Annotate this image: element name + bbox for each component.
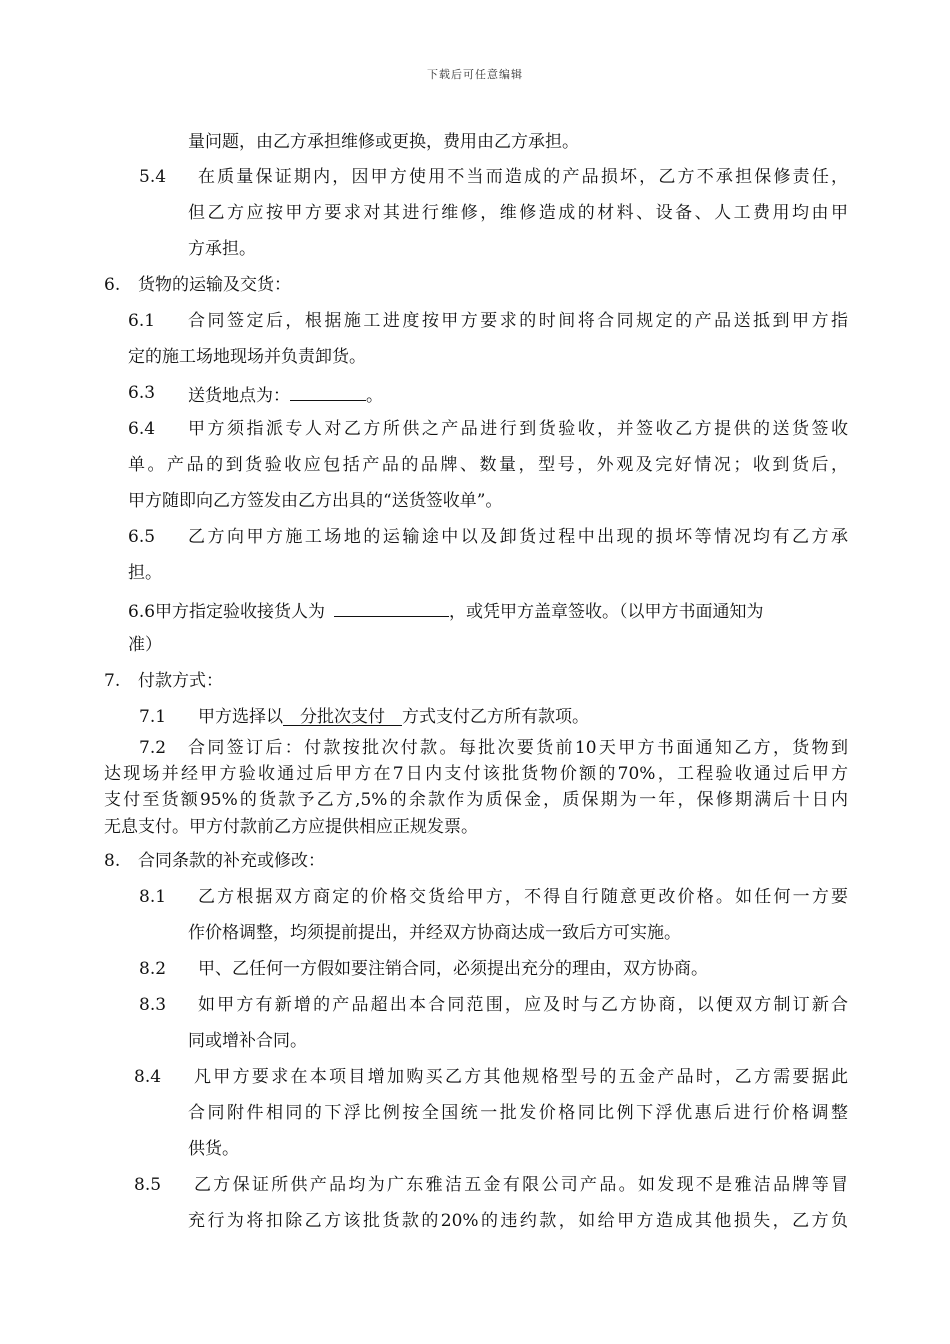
paragraph-line: 乙方保证所供产品均为广东雅洁五金有限公司产品。如发现不是雅洁品牌等冒 — [194, 1175, 848, 1195]
clause-line — [198, 707, 589, 727]
section-title: 货物的运输及交货： — [138, 275, 291, 295]
paragraph-line: 如甲方有新增的产品超出本合同范围，应及时与乙方协商，以便双方制订新合 — [198, 995, 848, 1015]
paragraph-line: 无息支付。甲方付款前乙方应提供相应正规发票。 — [104, 817, 478, 837]
section-title: 付款方式： — [138, 671, 223, 691]
paragraph-line: 甲、乙任何一方假如要注销合同，必须提出充分的理由，双方协商。 — [198, 959, 708, 979]
clause-line — [188, 383, 383, 406]
paragraph-line: 凡甲方要求在本项目增加购买乙方其他规格型号的五金产品时，乙方需要据此 — [194, 1067, 848, 1087]
paragraph-line: 支付至货额95%的货款予乙方,5%的余款作为质保金，质保期为一年，保修期满后十日内 — [104, 790, 848, 810]
clause-line — [128, 599, 764, 622]
paragraph-line: 合同签订后：付款按批次付款。每批次要货前10天甲方书面通知乙方，货物到 — [188, 738, 848, 758]
clause-number: 8.5 — [134, 1175, 162, 1195]
clause-number: 8.3 — [139, 995, 167, 1015]
paragraph-line: 在质量保证期内，因甲方使用不当而造成的产品损坏，乙方不承担保修责任， — [198, 167, 848, 187]
clause-number: 8.4 — [134, 1067, 162, 1087]
paragraph-line: 担。 — [128, 563, 162, 583]
paragraph-line: 供货。 — [188, 1139, 239, 1159]
paragraph-line: 量问题，由乙方承担维修或更换，费用由乙方承担。 — [188, 132, 579, 152]
clause-number: 6.3 — [128, 383, 156, 403]
paragraph-line: 作价格调整，均须提前提出，并经双方协商达成一致后方可实施。 — [188, 923, 681, 943]
clause-text: 。 — [366, 386, 383, 406]
clause-number: 7.1 — [139, 707, 167, 727]
clause-text: 送货地点为： — [188, 386, 290, 406]
clause-number: 5.4 — [139, 167, 167, 187]
clause-text: 甲方选择以 — [198, 707, 283, 727]
section-number: 7. — [104, 671, 121, 691]
paragraph-line: 合同签定后，根据施工进度按甲方要求的时间将合同规定的产品送抵到甲方指 — [188, 311, 848, 331]
clause-number: 6.1 — [128, 311, 156, 331]
receiver-name-blank[interactable] — [334, 599, 449, 617]
paragraph-line: 准） — [128, 635, 162, 655]
paragraph-line: 达现场并经甲方验收通过后甲方在7日内支付该批货物价额的70%，工程验收通过后甲方 — [104, 764, 848, 784]
paragraph-line: 充行为将扣除乙方该批货款的20%的违约款，如给甲方造成其他损失，乙方负 — [188, 1211, 848, 1231]
section-title: 合同条款的补充或修改： — [138, 851, 325, 871]
clause-number: 7.2 — [139, 738, 167, 758]
payment-method-fill: 分批次支付 — [300, 707, 385, 727]
clause-text: ，或凭甲方盖章签收。（以甲方书面通知为 — [449, 602, 764, 622]
paragraph-line: 乙方根据双方商定的价格交货给甲方，不得自行随意更改价格。如任何一方要 — [198, 887, 848, 907]
paragraph-line: 定的施工场地现场并负责卸货。 — [128, 347, 366, 367]
paragraph-line: 甲方随即向乙方签发由乙方出具的“送货签收单”。 — [128, 491, 503, 511]
clause-text: 6.6甲方指定验收接货人为 — [128, 602, 326, 622]
paragraph-line: 但乙方应按甲方要求对其进行维修，维修造成的材料、设备、人工费用均由甲 — [188, 203, 848, 223]
paragraph-line: 甲方须指派专人对乙方所供之产品进行到货验收，并签收乙方提供的送货签收 — [188, 419, 848, 439]
clause-number: 6.5 — [128, 527, 156, 547]
clause-number: 8.2 — [139, 959, 167, 979]
delivery-location-blank[interactable] — [290, 383, 366, 401]
clause-text: 方式支付乙方所有款项。 — [402, 707, 589, 727]
section-number: 6. — [104, 275, 121, 295]
paragraph-line: 方承担。 — [188, 239, 256, 259]
paragraph-line: 单。产品的到货验收应包括产品的品牌、数量，型号，外观及完好情况；收到货后， — [128, 455, 848, 475]
section-number: 8. — [104, 851, 121, 871]
page-header: 下载后可任意编辑 — [427, 68, 523, 81]
paragraph-line: 合同附件相同的下浮比例按全国统一批发价格同比例下浮优惠后进行价格调整 — [188, 1103, 848, 1123]
paragraph-line: 乙方向甲方施工场地的运输途中以及卸货过程中出现的损坏等情况均有乙方承 — [188, 527, 848, 547]
clause-number: 8.1 — [139, 887, 167, 907]
paragraph-line: 同或增补合同。 — [188, 1031, 307, 1051]
clause-number: 6.4 — [128, 419, 156, 439]
